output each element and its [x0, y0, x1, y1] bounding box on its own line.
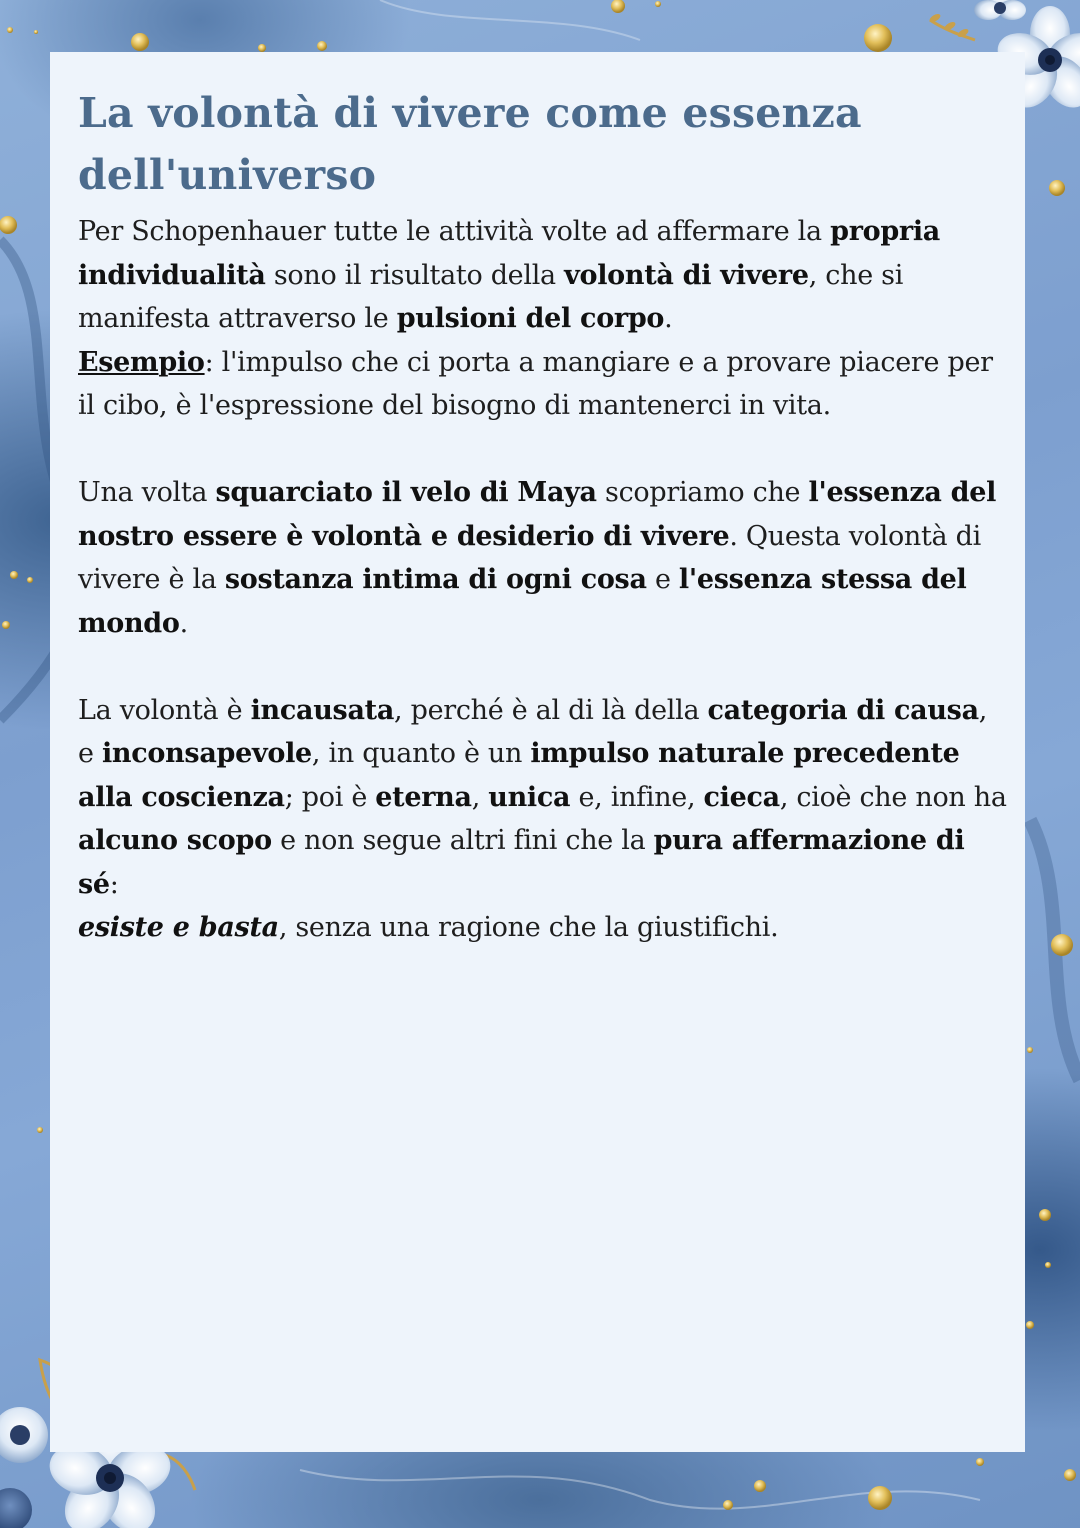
text-segment: sono il risultato della: [265, 259, 565, 291]
text-segment: .: [179, 607, 188, 639]
bold-term: l'essenza stessa del mondo: [78, 564, 967, 639]
bold-term: propria individualità: [78, 216, 940, 291]
bold-term: cieca: [703, 781, 780, 813]
bold-term: categoria di causa: [707, 694, 979, 726]
paragraph-will-to-live: [78, 210, 1008, 428]
text-segment: , senza una ragione che la giustifichi.: [278, 912, 779, 943]
text-segment: e: [646, 564, 679, 595]
text-segment: Per Schopenhauer tutte le attività volte ad affermare la: [78, 216, 831, 247]
text-segment: , e: [78, 694, 988, 769]
text-segment: , che si manifesta attraverso le: [78, 259, 904, 334]
text-segment: , cioè che non ha: [779, 781, 1007, 813]
bold-term: impulso naturale precedente alla coscienza: [78, 738, 960, 813]
bold-term: eterna: [375, 781, 472, 813]
text-segment: . Questa volontà di vivere è la: [78, 520, 981, 595]
text-segment: Una volta: [78, 477, 216, 508]
text-segment: ,: [471, 781, 489, 813]
text-segment: .: [664, 303, 673, 334]
bold-term: pura affermazione di sé: [78, 825, 965, 900]
example-label: Esempio: [78, 346, 205, 378]
bold-term: pulsioni del corpo: [396, 303, 665, 334]
text-segment: La volontà è: [78, 694, 251, 726]
bold-term: inconsapevole: [101, 738, 312, 769]
bold-term: alcuno scopo: [78, 825, 272, 856]
text-segment: ; poi è: [284, 781, 376, 813]
text-segment: e non segue altri fini che la: [271, 825, 654, 856]
text-segment: :: [109, 868, 119, 900]
bold-term: unica: [488, 781, 571, 813]
text-segment: , perché è al di là della: [394, 694, 708, 726]
paragraph-veil-of-maya: [78, 471, 1008, 645]
bold-term: incausata: [250, 694, 395, 726]
text-segment: scopriamo che: [596, 477, 809, 508]
document-body: [78, 82, 1008, 950]
bold-italic-term: esiste e basta: [78, 912, 279, 943]
bold-term: sostanza intima di ogni cosa: [224, 564, 647, 595]
paragraph-will-properties: [78, 689, 1008, 950]
text-segment: , in quanto è un: [311, 738, 531, 769]
page-title: La volontà di vivere come essenza dell'universo: [78, 89, 862, 199]
bold-term: l'essenza del nostro essere è volontà e desiderio di vivere: [78, 477, 997, 552]
bold-term: squarciato il velo di Maya: [215, 477, 597, 508]
bold-term: volontà di vivere: [564, 259, 809, 291]
example-text: : l'impulso che ci porta a mangiare e a provare piacere per il cibo, è l'espressione del bisogno di mantenerci in vita.: [78, 346, 993, 421]
text-segment: e, infine,: [570, 781, 704, 813]
